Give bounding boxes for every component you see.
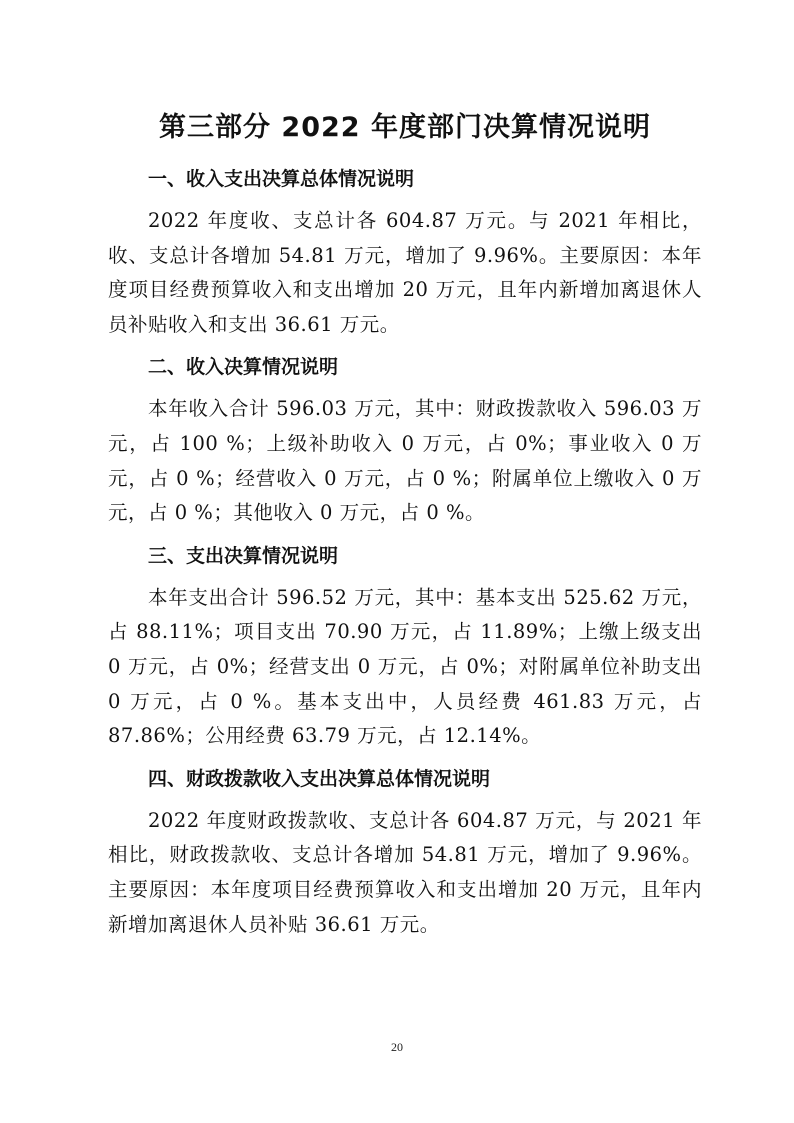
section-overview [108,162,702,342]
section-paragraph: 本年支出合计 596.52 万元，其中：基本支出 525.62 万元，占 88.11%；项目支出 70.90 万元，占 11.89%；上缴上级支出 0 万元，占 0%；经营支出 0 万元，占 0%；对附属单位补助支出 0 万元，占 0 %。基本支出中，人员经费 461.83 万元，占 87.86%；公用经费 63.79 万元，占 12.14%。 [108,585,702,748]
section-heading: 四、财政拨款收入支出决算总体情况说明 [148,767,491,790]
page-number: 20 [391,1040,403,1054]
section-fiscal-appropriation [108,762,702,942]
section-heading: 三、支出决算情况说明 [148,544,339,567]
section-income [108,350,702,530]
section-paragraph: 本年收入合计 596.03 万元，其中：财政拨款收入 596.03 万元，占 100 %；上级补助收入 0 万元，占 0%；事业收入 0 万元，占 0 %；经营收入 0 万元，占 0 %；附属单位上缴收入 0 万元，占 0 %；其他收入 0 万元，占 0 %。 [108,397,702,525]
section-heading: 二、收入决算情况说明 [148,356,339,379]
section-paragraph: 2022 年度收、支总计各 604.87 万元。与 2021 年相比，收、支总计各增加 54.81 万元，增加了 9.96%。主要原因：本年度项目经费预算收入和支出增加 20 万元，且年内新增加离退休人员补贴收入和支出 36.61 万元。 [108,209,702,336]
section-paragraph: 2022 年度财政拨款收、支总计各 604.87 万元，与 2021 年相比，财政拨款收、支总计各增加 54.81 万元，增加了 9.96%。主要原因：本年度项目经费预算收入和支出增加 20 万元，且年内新增加离退休人员补贴 36.61 万元。 [108,808,702,936]
section-heading: 一、收入支出决算总体情况说明 [148,168,415,190]
page-title: 第三部分 2022 年度部门决算情况说明 [159,112,651,143]
document-page [108,100,702,950]
section-expenditure [108,539,702,754]
